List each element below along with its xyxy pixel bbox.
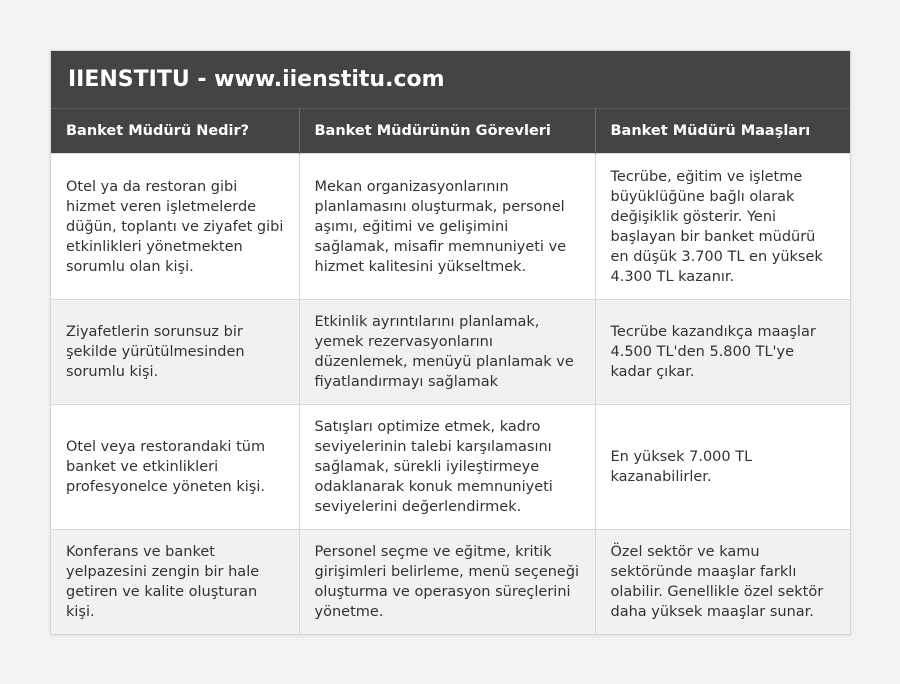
table-cell: Tecrübe, eğitim ve işletme büyüklüğüne bağlı olarak değişiklik gösterir. Yeni başlayan bir banket müdürü en düşük 3.700 TL en yüksek 4.300 TL kazanır. (595, 154, 850, 300)
table-cell: Mekan organizasyonlarının planlamasını oluşturmak, personel aşımı, eğitimi ve gelişimini sağlamak, misafir memnuniyeti ve hizmet kalitesini yükseltmek. (299, 154, 595, 300)
table-header-row (51, 109, 850, 154)
table-cell: Konferans ve banket yelpazesini zengin bir hale getiren ve kalite oluşturan kişi. (51, 530, 299, 635)
table-cell: En yüksek 7.000 TL kazanabilirler. (595, 405, 850, 530)
table-row (51, 530, 850, 635)
table-cell: Etkinlik ayrıntılarını planlamak, yemek rezervasyonlarını düzenlemek, menüyü planlamak ve fiyatlandırmayı sağlamak (299, 300, 595, 405)
table-cell: Tecrübe kazandıkça maaşlar 4.500 TL'den 5.800 TL'ye kadar çıkar. (595, 300, 850, 405)
table-cell: Personel seçme ve eğitme, kritik girişimleri belirleme, menü seçeneği oluşturma ve operasyon süreçlerini yönetme. (299, 530, 595, 635)
table-cell: Ziyafetlerin sorunsuz bir şekilde yürütülmesinden sorumlu kişi. (51, 300, 299, 405)
table-row (51, 154, 850, 300)
column-header-definition: Banket Müdürü Nedir? (51, 109, 299, 154)
column-header-salaries: Banket Müdürü Maaşları (595, 109, 850, 154)
table-row (51, 405, 850, 530)
info-card (50, 50, 851, 635)
table-cell: Otel veya restorandaki tüm banket ve etkinlikleri profesyonelce yöneten kişi. (51, 405, 299, 530)
data-table (51, 109, 850, 634)
table-row (51, 300, 850, 405)
table-cell: Satışları optimize etmek, kadro seviyelerinin talebi karşılamasını sağlamak, sürekli iyileştirmeye odaklanarak konuk memnuniyeti seviyelerini değerlendirmek. (299, 405, 595, 530)
page-title: IIENSTITU - www.iienstitu.com (51, 51, 850, 109)
column-header-duties: Banket Müdürünün Görevleri (299, 109, 595, 154)
table-cell: Otel ya da restoran gibi hizmet veren işletmelerde düğün, toplantı ve ziyafet gibi etkinlikleri yönetmekten sorumlu olan kişi. (51, 154, 299, 300)
table-cell: Özel sektör ve kamu sektöründe maaşlar farklı olabilir. Genellikle özel sektör daha yüksek maaşlar sunar. (595, 530, 850, 635)
